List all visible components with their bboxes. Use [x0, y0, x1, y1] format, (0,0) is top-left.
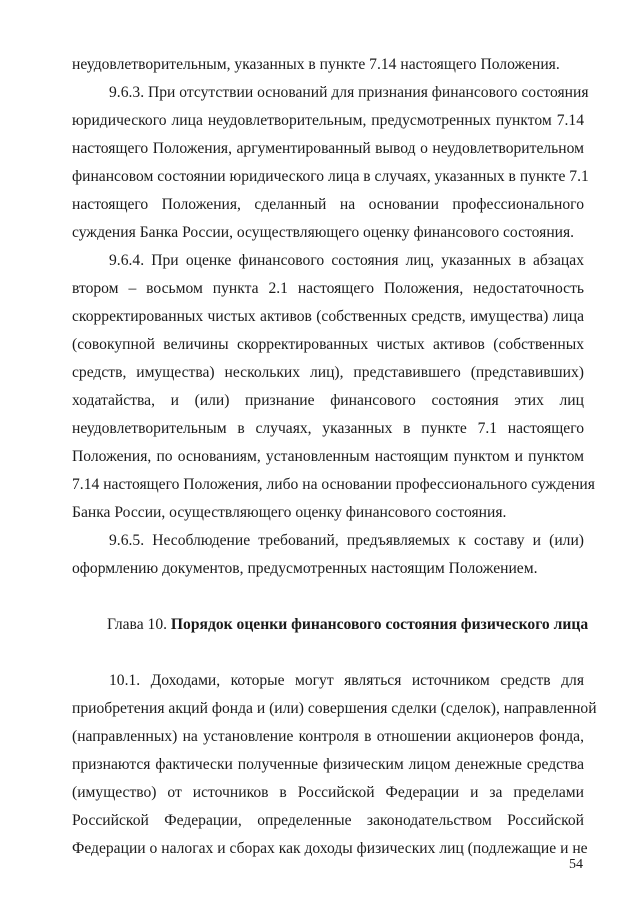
text-line: неудовлетворительным в случаях, указанных в пункте 7.1 настоящего — [72, 420, 584, 437]
text-line: оформлению документов, предусмотренных настоящим Положением. — [72, 560, 538, 577]
text-line: 9.6.3. При отсутствии оснований для признания финансового состояния — [109, 84, 589, 101]
chapter-prefix: Глава 10. — [107, 616, 171, 633]
text-line: приобретения акций фонда и (или) совершения сделки (сделок), направленной — [72, 700, 597, 717]
text-line: финансовом состоянии юридического лица в случаях, указанных в пункте 7.1 — [72, 168, 589, 185]
text-line: 10.1. Доходами, которые могут являться источником средств для — [109, 672, 584, 689]
text-line: (совокупной величины скорректированных чистых активов (собственных — [72, 336, 584, 353]
text-line: настоящего Положения, сделанный на основании профессионального — [72, 196, 584, 213]
text-line: 9.6.4. При оценке финансового состояния лиц, указанных в абзацах — [109, 252, 584, 269]
text-line: Банка России, осуществляющего оценку финансового состояния. — [72, 504, 507, 521]
spacer — [72, 583, 584, 611]
text-line: ходатайства, и (или) признание финансового состояния этих лиц — [72, 392, 584, 409]
text-line: суждения Банка России, осуществляющего оценку финансового состояния. — [72, 224, 575, 241]
text-line: неудовлетворительным, указанных в пункте 7.14 настоящего Положения. — [72, 56, 560, 73]
text-line: 7.14 настоящего Положения, либо на основании профессионального суждения — [72, 476, 595, 493]
text-line: (направленных) на установление контроля в отношении акционеров фонда, — [72, 728, 584, 745]
text-line: средств, имущества) нескольких лиц), представившего (представивших) — [72, 364, 584, 381]
text-line: настоящего Положения, аргументированный вывод о неудовлетворительном — [72, 140, 584, 157]
chapter-title: Порядок оценки финансового состояния физического лица — [170, 616, 589, 633]
text-line: втором – восьмом пункта 2.1 настоящего Положения, недостаточность — [72, 280, 584, 297]
text-line: юридического лица неудовлетворительным, предусмотренных пунктом 7.14 — [72, 112, 584, 129]
text-line: Федерации о налогах и сборах как доходы физических лиц (подлежащие и не — [72, 840, 588, 857]
text-line: признаются фактически полученные физическим лицом денежные средства — [72, 756, 584, 773]
text-line: (имущество) от источников в Российской Федерации и за пределами — [72, 784, 584, 801]
chapter-heading — [72, 611, 589, 639]
page-number: 54 — [569, 857, 583, 872]
document-text — [72, 51, 597, 863]
section-10-1-paragraph — [72, 667, 597, 863]
text-line: скорректированных чистых активов (собственных средств, имущества) лица — [72, 308, 584, 325]
text-line: 9.6.5. Несоблюдение требований, предъявляемых к составу и (или) — [109, 532, 584, 549]
section-9-6-paragraphs — [72, 51, 595, 583]
text-line: Российской Федерации, определенные законодательством Российской — [72, 812, 584, 829]
text-line: Положения, по основаниям, установленным настоящим пунктом и пунктом — [72, 448, 584, 465]
spacer — [72, 639, 584, 667]
